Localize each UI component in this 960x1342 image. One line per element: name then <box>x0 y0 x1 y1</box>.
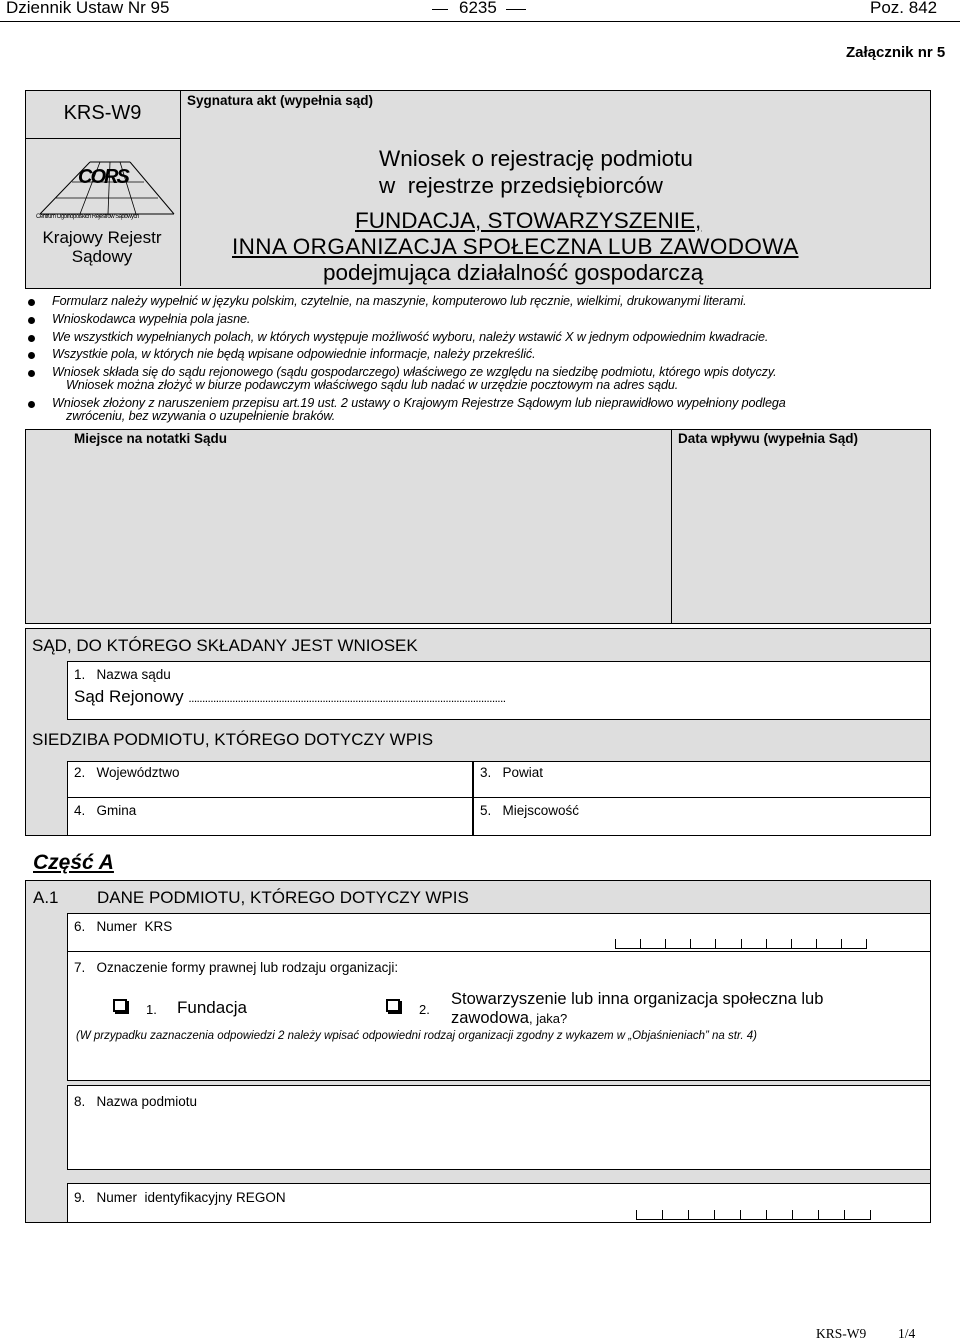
seat-section-heading: SIEDZIBA PODMIOTU, KTÓREGO DOTYCZY WPIS <box>32 730 434 749</box>
court-name-prefix: Sąd Rejonowy <box>74 687 184 706</box>
bullet-icon <box>28 317 35 324</box>
instruction-item: Wnioskodawca wypełnia pola jasne. <box>52 312 251 326</box>
association-option-number: 2. <box>419 1002 430 1017</box>
legal-form-note: (W przypadku zaznaczenia odpowiedzi 2 należy wpisać odpowiedni rodzaj organizacji zgodny z wykazem w „Objaśnieniach” na str. 4) <box>76 1030 757 1042</box>
bullet-icon <box>28 401 35 408</box>
header-rule <box>0 21 960 22</box>
district-label: 3. Powiat <box>480 765 544 780</box>
court-name-dots: .................................................................................................................... <box>188 691 506 705</box>
krs-number-comb <box>615 939 867 949</box>
association-option-label-line2 <box>451 1009 567 1028</box>
form-title-line5: podejmująca działalność gospodarczą <box>323 260 704 285</box>
krs-logo-name-line2: Sądowy <box>71 247 133 266</box>
locality-label: 5. Miejscowość <box>480 803 580 818</box>
court-notes-label: Miejsce na notatki Sądu <box>74 431 228 446</box>
foundation-option-label: Fundacja <box>177 998 247 1017</box>
section-a1-title: DANE PODMIOTU, KTÓREGO DOTYCZY WPIS <box>97 888 469 907</box>
instruction-item: zwróceniu, bez wzywania o uzupełnienie braków. <box>66 409 336 423</box>
header-horizontal-divider <box>25 138 181 139</box>
court-notes-divider <box>671 429 672 624</box>
association-checkbox[interactable] <box>386 999 400 1012</box>
instruction-item: Wniosek składa się do sądu rejonowego (sądu gospodarczego) właściwego ze względu na siedzibę podmiotu, którego wpis dotyczy. <box>52 365 777 379</box>
entity-name-label: 8. Nazwa podmiotu <box>74 1094 198 1109</box>
dash-left <box>432 9 448 10</box>
dash-right <box>506 9 526 10</box>
district-field[interactable] <box>473 761 931 798</box>
bullet-icon <box>28 352 35 359</box>
instruction-item: Wniosek złożony z naruszeniem przepisu art.19 ust. 2 ustawy o Krajowym Rejestrze Sądowym lub nieprawidłowo wypełniony podlega <box>52 396 786 410</box>
court-name-value <box>74 687 506 707</box>
legal-form-label: 7. Oznaczenie formy prawnej lub rodzaju organizacji: <box>74 960 399 975</box>
form-title-line4: INNA ORGANIZACJA SPOŁECZNA LUB ZAWODOWA <box>232 234 799 259</box>
instruction-item: Formularz należy wypełnić w języku polskim, czytelnie, na maszynie, komputerowo lub ręcznie, wielkimi, drukowanymi literami. <box>52 294 747 308</box>
position-number: Poz. 842 <box>870 0 938 17</box>
foundation-checkbox[interactable] <box>113 999 127 1012</box>
locality-field[interactable] <box>473 797 931 836</box>
form-title-line2: w rejestrze przedsiębiorców <box>379 173 663 198</box>
municipality-field[interactable] <box>67 797 473 836</box>
voivodeship-field[interactable] <box>67 761 473 798</box>
journal-page-number: 6235 <box>459 0 497 17</box>
footer-form-code: KRS-W9 <box>816 1326 867 1341</box>
part-a-heading: Część A <box>33 851 114 874</box>
instruction-item: Wszystkie pola, w których nie będą wpisane odpowiednie informacje, należy przekreślić. <box>52 347 536 361</box>
regon-label: 9. Numer identyfikacyjny REGON <box>74 1190 286 1205</box>
form-title-line3: FUNDACJA, STOWARZYSZENIE, <box>355 208 702 233</box>
bullet-icon <box>28 299 35 306</box>
association-option-label-cont: zawodowa <box>451 1009 529 1027</box>
journal-name: Dziennik Ustaw Nr 95 <box>6 0 170 17</box>
footer-page-count: 1/4 <box>898 1326 916 1341</box>
cors-logo-text: CORS <box>78 166 128 188</box>
court-name-label: 1. Nazwa sądu <box>74 667 171 682</box>
attachment-label: Załącznik nr 5 <box>846 44 946 61</box>
court-section-heading: SĄD, DO KTÓREGO SKŁADANY JEST WNIOSEK <box>32 636 418 655</box>
regon-field[interactable] <box>67 1183 931 1223</box>
association-option-label: Stowarzyszenie lub inna organizacja społeczna lub <box>451 990 824 1008</box>
voivodeship-label: 2. Województwo <box>74 765 180 780</box>
page-header <box>0 0 960 22</box>
instruction-item: We wszystkich wypełnianych polach, w których występuje możliwość wyboru, należy wstawić X w jednym odpowiednim kwadracie. <box>52 330 769 344</box>
court-notes-area <box>25 429 931 624</box>
krs-number-label: 6. Numer KRS <box>74 919 173 934</box>
krs-number-field[interactable] <box>67 913 931 952</box>
header-vertical-divider <box>180 90 181 286</box>
regon-comb <box>636 1210 871 1220</box>
receipt-date-label: Data wpływu (wypełnia Sąd) <box>678 431 859 446</box>
section-a1-number: A.1 <box>33 888 59 907</box>
signature-label: Sygnatura akt (wypełnia sąd) <box>187 93 374 108</box>
bullet-icon <box>28 335 35 342</box>
entity-name-field[interactable] <box>67 1085 931 1170</box>
foundation-option-number: 1. <box>146 1002 157 1017</box>
krs-logo <box>36 160 176 268</box>
instruction-item: Wniosek można złożyć w biurze podawczym właściwego sądu lub nadać w urzędzie pocztowym na adres sądu. <box>66 378 679 392</box>
municipality-label: 4. Gmina <box>74 803 137 818</box>
association-option-question: , jaka? <box>528 1011 568 1026</box>
bullet-icon <box>28 370 35 377</box>
legal-form-field <box>67 951 931 1081</box>
form-title-line1: Wniosek o rejestrację podmiotu <box>379 146 693 171</box>
court-name-field[interactable] <box>67 661 931 720</box>
form-code: KRS-W9 <box>63 102 142 124</box>
cors-logo-subtitle: Centrum Ogólnopolskich Rejestrów Sądowych <box>36 214 139 220</box>
krs-logo-name-line1: Krajowy Rejestr <box>42 228 162 247</box>
